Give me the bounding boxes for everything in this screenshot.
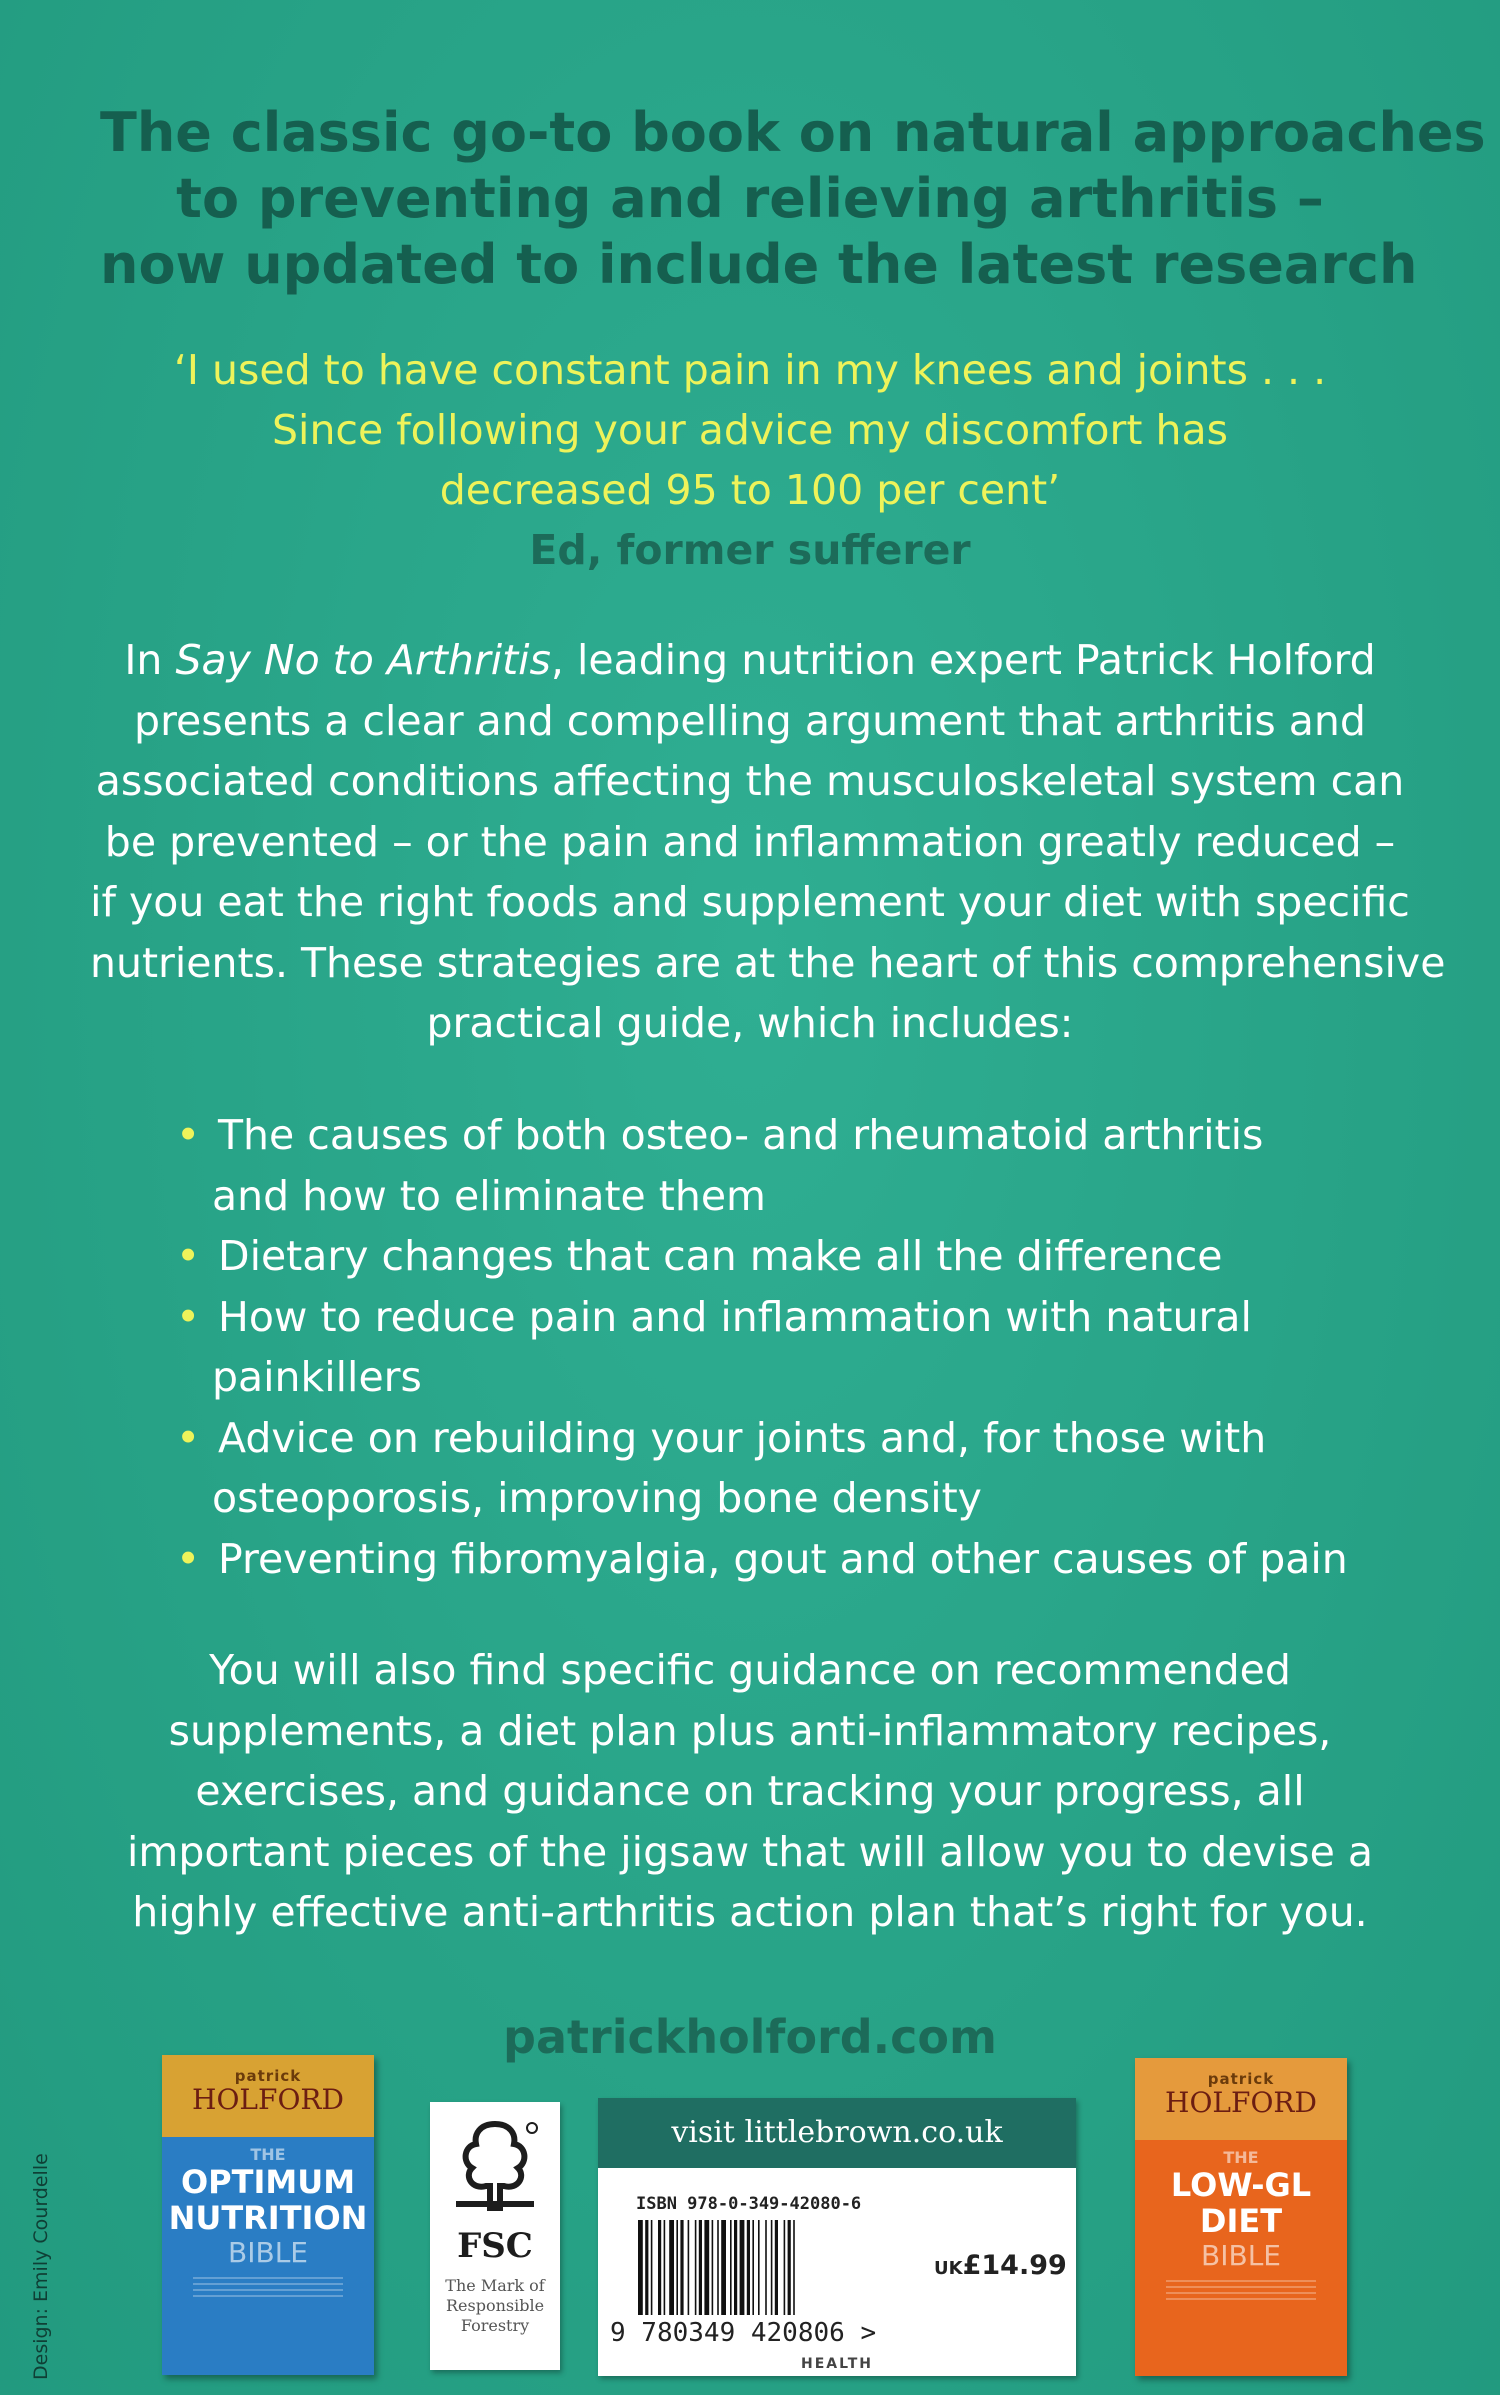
intro-line: nutrients. These strategies are at the heart of this comprehensive — [90, 938, 1446, 987]
fsc-subtext-line: Responsible — [445, 2296, 545, 2315]
intro-line — [90, 630, 1410, 691]
barcode-bar — [758, 2220, 760, 2315]
book-brand-small: patrick — [1207, 2070, 1275, 2088]
barcode-bar — [788, 2220, 791, 2315]
book-title-block — [1135, 2140, 1347, 2302]
design-credit: Design: Emily Courdelle — [30, 2153, 52, 2380]
fsc-label: FSC — [457, 2226, 533, 2266]
book-brand-small: patrick — [234, 2067, 302, 2085]
quote-line: decreased 95 to 100 per cent’ — [439, 466, 1061, 514]
testimonial-quote — [100, 340, 1400, 580]
bullet-icon: • — [176, 1111, 201, 1159]
barcode-bar — [680, 2220, 683, 2315]
website-link[interactable]: patrickholford.com — [503, 2010, 997, 2064]
intro-line: be prevented – or the pain and inflammation greatly reduced – — [104, 817, 1396, 866]
book-tagline-decoration — [1135, 2118, 1347, 2128]
list-item-text: Dietary changes that can make all the difference — [218, 1232, 1223, 1280]
price-value: £14.99 — [962, 2250, 1067, 2281]
tree-icon — [450, 2116, 540, 2216]
barcode-bar — [734, 2220, 737, 2315]
barcode-bar — [688, 2220, 690, 2315]
intro-line: if you eat the right foods and supplement your diet with specific — [90, 878, 1410, 926]
intro-line: presents a clear and compelling argument that arthritis and — [134, 696, 1366, 745]
list-item — [168, 1408, 1368, 1529]
book-thumbnail-low-gl-diet — [1135, 2058, 1347, 2376]
book-thumbnail-optimum-nutrition — [162, 2055, 374, 2375]
barcode-bar — [793, 2220, 795, 2315]
book-title-line: DIET — [1199, 2202, 1283, 2240]
quote-line: Since following your advice my discomfort has — [272, 406, 1228, 454]
book-title-line: NUTRITION — [168, 2199, 368, 2237]
list-item-text: Preventing fibromyalgia, gout and other causes of pain — [218, 1534, 1348, 1583]
closing-line: You will also find specific guidance on recommended — [209, 1646, 1291, 1694]
barcode-bar — [695, 2220, 697, 2315]
price-prefix: UK — [934, 2258, 963, 2279]
list-item — [168, 1226, 1368, 1287]
list-item-text-cont: painkillers — [212, 1353, 422, 1401]
list-item-text-cont: osteoporosis, improving bone density — [212, 1474, 982, 1522]
barcode-bar — [717, 2220, 719, 2315]
headline-line: The classic go-to book on natural approaches — [100, 101, 1486, 164]
intro-line: practical guide, which includes: — [426, 999, 1074, 1047]
barcode-bar — [704, 2220, 709, 2315]
barcode-bar — [784, 2220, 786, 2315]
isbn-label: ISBN 978-0-349-42080-6 — [636, 2194, 862, 2214]
barcode-bar — [699, 2220, 702, 2315]
book-tagline-decoration — [162, 2115, 374, 2125]
barcode-bar — [676, 2220, 678, 2315]
fsc-subtext — [430, 2276, 560, 2336]
book-title-pre: THE — [250, 2145, 286, 2164]
barcode-bar — [747, 2220, 750, 2315]
book-title-line: OPTIMUM — [180, 2163, 356, 2201]
list-item-text-cont: and how to eliminate them — [212, 1171, 767, 1220]
intro-post: , leading nutrition expert Patrick Holford — [550, 636, 1376, 684]
book-brand: HOLFORD — [1165, 2086, 1317, 2119]
barcode-bar — [664, 2220, 666, 2315]
barcode-bar — [712, 2220, 714, 2315]
barcode-bar — [771, 2220, 773, 2315]
book-title-block — [162, 2137, 374, 2299]
closing-paragraph — [100, 1640, 1400, 1943]
barcode-bar — [638, 2220, 643, 2315]
closing-line: supplements, a diet plan plus anti-inflammatory recipes, — [168, 1706, 1332, 1755]
list-item — [168, 1287, 1368, 1408]
barcode-bar — [658, 2220, 661, 2315]
list-item-text: The causes of both osteo- and rheumatoid arthritis — [218, 1111, 1264, 1159]
intro-paragraph — [90, 630, 1446, 1054]
list-item-text: Advice on rebuilding your joints and, for those with — [218, 1413, 1267, 1462]
book-title: Say No to Arthritis — [175, 636, 551, 684]
closing-line: important pieces of the jigsaw that will allow you to devise a — [127, 1827, 1373, 1876]
quote-line: ‘I used to have constant pain in my knees and joints . . . — [173, 346, 1327, 394]
book-fine-print-decoration — [193, 2277, 343, 2299]
headline-line: to preventing and relieving arthritis – — [176, 167, 1324, 230]
intro-pre: In — [124, 636, 176, 684]
barcode-bar — [730, 2220, 732, 2315]
barcode-bar — [740, 2220, 745, 2315]
barcode-bar — [721, 2220, 726, 2315]
fsc-logo — [430, 2102, 560, 2370]
book-brand-band — [162, 2055, 374, 2137]
book-title-line: BIBLE — [1201, 2239, 1281, 2272]
book-brand: HOLFORD — [192, 2083, 344, 2116]
book-title-line: LOW-GL — [1170, 2166, 1312, 2204]
intro-line: associated conditions affecting the musculoskeletal system can — [95, 757, 1405, 805]
headline-line: now updated to include the latest research — [100, 233, 1418, 296]
closing-line: exercises, and guidance on tracking your progress, all — [195, 1767, 1305, 1815]
category-label: HEALTH — [801, 2356, 873, 2372]
book-fine-print-decoration — [1166, 2280, 1316, 2302]
quote-attribution: Ed, former sufferer — [529, 526, 971, 574]
barcode-bar — [765, 2220, 767, 2315]
barcode-bar — [669, 2220, 674, 2315]
book-title-pre: THE — [1223, 2148, 1259, 2167]
book-brand-band — [1135, 2058, 1347, 2140]
barcode-icon — [638, 2220, 918, 2315]
fsc-subtext-line: The Mark of — [445, 2276, 545, 2295]
price-label — [934, 2250, 1067, 2281]
publisher-link[interactable]: visit littlebrown.co.uk — [598, 2098, 1076, 2168]
barcode-panel — [598, 2098, 1076, 2376]
barcode-bar — [775, 2220, 778, 2315]
list-item-text: How to reduce pain and inflammation with natural — [218, 1292, 1252, 1341]
bullet-icon: • — [176, 1534, 201, 1583]
book-title-line: BIBLE — [228, 2236, 308, 2269]
bullet-icon: • — [176, 1292, 201, 1341]
fsc-subtext-line: Forestry — [460, 2316, 530, 2335]
feature-list — [168, 1105, 1368, 1589]
barcode-bar — [645, 2220, 648, 2315]
bullet-icon: • — [176, 1413, 201, 1462]
barcode-bar — [651, 2220, 653, 2315]
list-item — [168, 1105, 1368, 1226]
headline — [100, 100, 1486, 298]
list-item — [168, 1529, 1368, 1590]
barcode-digits: 9 780349 420806 > — [610, 2318, 877, 2348]
barcode-bar — [752, 2220, 754, 2315]
bullet-icon: • — [176, 1232, 201, 1280]
closing-line: highly effective anti-arthritis action plan that’s right for you. — [132, 1888, 1368, 1936]
